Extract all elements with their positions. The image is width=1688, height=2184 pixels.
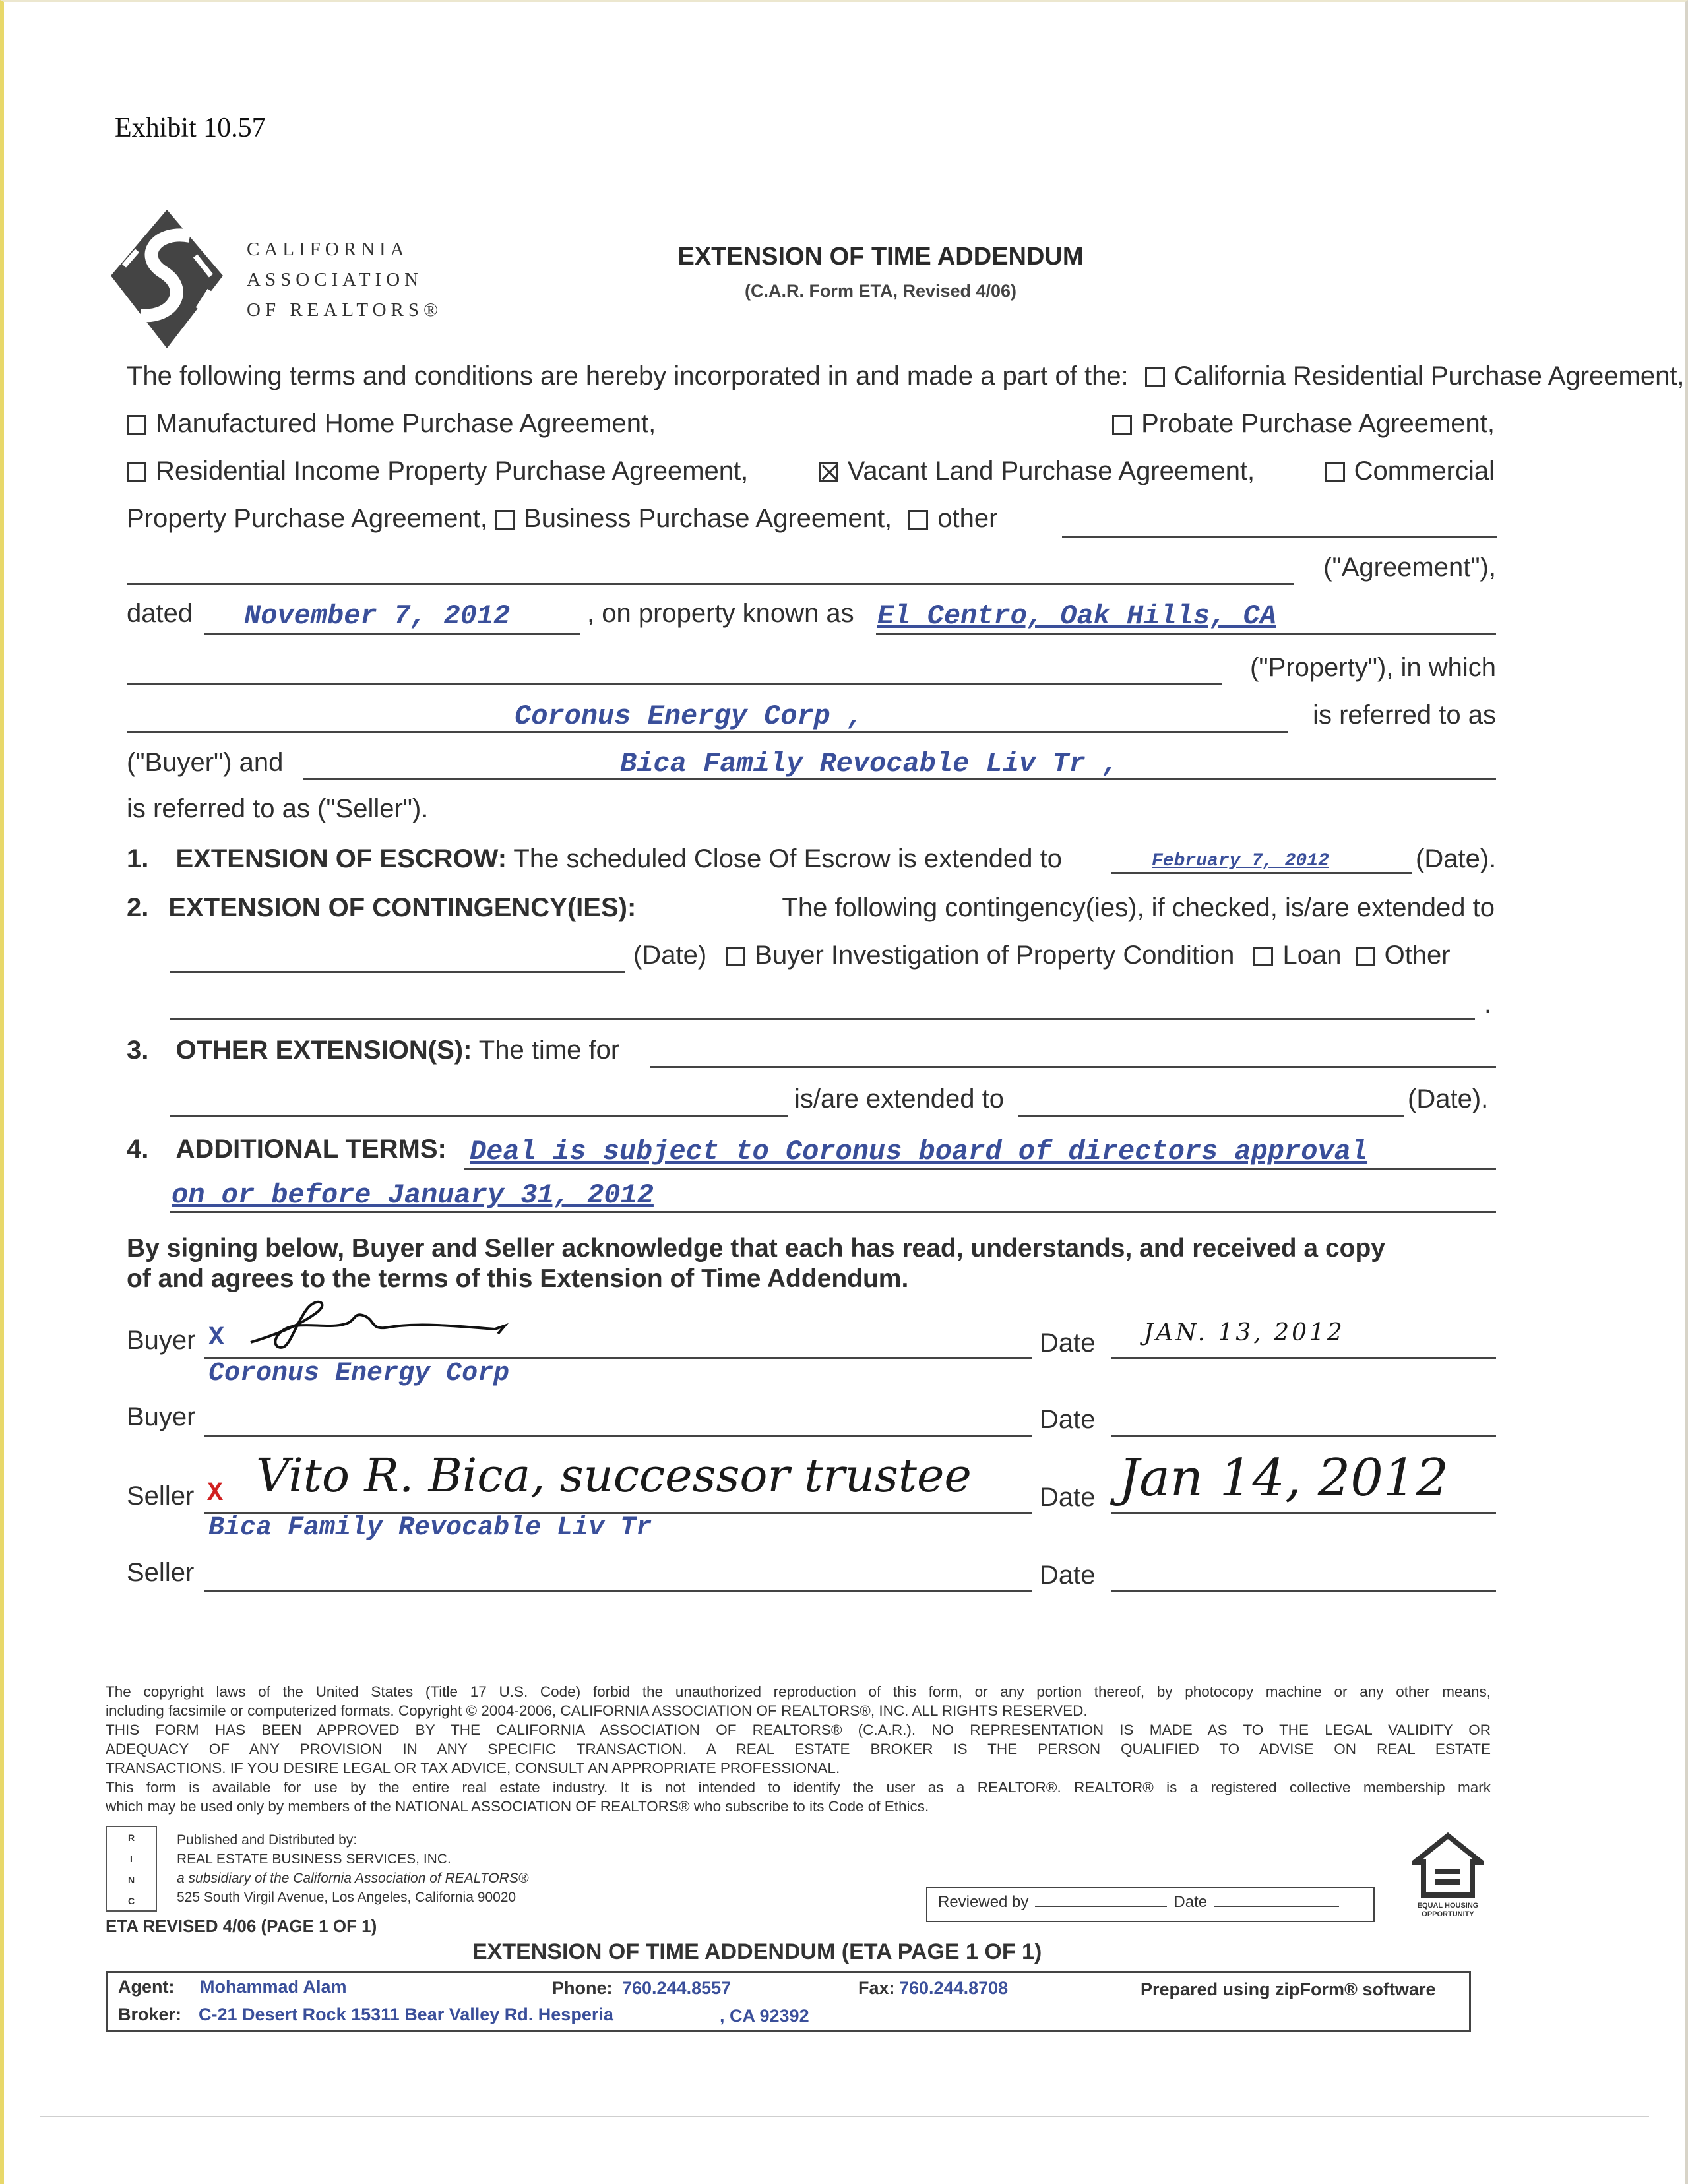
label-commercial-continued: Property Purchase Agreement, — [127, 504, 495, 533]
escrow-date-line[interactable] — [1111, 872, 1412, 874]
dated-value: November 7, 2012 — [244, 600, 511, 632]
form-subtitle: (C.A.R. Form ETA, Revised 4/06) — [744, 281, 1017, 301]
contingency-options: (Date) Buyer Investigation of Property Condition Loan Other — [633, 941, 1451, 970]
other-extension-date-line[interactable] — [1018, 1115, 1404, 1117]
checkbox-probate[interactable] — [1112, 415, 1132, 435]
buyer-1-date-label: Date — [1040, 1328, 1096, 1357]
property-line[interactable] — [876, 633, 1496, 635]
checkbox-buyer-investigation[interactable] — [726, 947, 745, 966]
section-1: 1. EXTENSION OF ESCROW: The scheduled Close Of Escrow is extended to — [127, 844, 1062, 873]
additional-terms-line-1-text: Deal is subject to Coronus board of directors approval — [470, 1136, 1368, 1168]
agent-broker-box: Agent: Mohammad Alam Phone: 760.244.8557 Fax: 760.244.8708 Prepared using zipForm® software Broker: C-21 Desert Rock 15311 Bear Valley Rd. Hesperia , CA 92392 — [106, 1971, 1471, 2032]
buyer-2-signature-line[interactable] — [204, 1435, 1032, 1437]
buyer-and-label: ("Buyer") and — [127, 748, 284, 777]
seller-1-printed-name: Bica Family Revocable Liv Tr — [208, 1513, 652, 1543]
buyer-1-x-mark: X — [208, 1323, 225, 1353]
buyer-1-label: Buyer — [127, 1326, 196, 1355]
additional-terms-line-2[interactable] — [170, 1211, 1496, 1213]
dated-line[interactable] — [204, 633, 580, 635]
seller-suffix: is referred to as ("Seller"). — [127, 794, 429, 823]
agreement-name-line[interactable] — [127, 583, 1294, 585]
exhibit-label: Exhibit 10.57 — [115, 113, 266, 143]
buyer-2-date-line[interactable] — [1111, 1435, 1496, 1437]
checkbox-loan[interactable] — [1253, 947, 1273, 966]
buyer-2-date-label: Date — [1040, 1405, 1096, 1434]
checkbox-other-contingency[interactable] — [1356, 947, 1375, 966]
property-value: El Centro, Oak Hills, CA — [877, 600, 1276, 632]
intro-line-4: Property Purchase Agreement, Business Purchase Agreement, other — [127, 504, 998, 533]
seller-2-signature-line[interactable] — [204, 1590, 1032, 1592]
checkbox-business[interactable] — [495, 510, 515, 530]
other-agreement-line[interactable] — [1062, 536, 1497, 538]
publisher-info: Published and Distributed by: REAL ESTATE BUSINESS SERVICES, INC. a subsidiary of the California Association of REALTORS® 525 South Virgil Avenue, Los Angeles, California 90020 — [177, 1832, 529, 1905]
seller-2-label: Seller — [127, 1558, 195, 1587]
buyer-1-date-line[interactable] — [1111, 1357, 1496, 1359]
intro-line-1: The following terms and conditions are hereby incorporated in and made a part of the: California Residential Purchase Agreement, — [127, 361, 1685, 390]
seller-1-date-line[interactable] — [1111, 1512, 1496, 1514]
label-commercial: Commercial — [1354, 456, 1495, 485]
equal-housing-icon — [1412, 1832, 1484, 1898]
buyer-value: Coronus Energy Corp , — [515, 701, 864, 732]
bottom-divider — [40, 2116, 1649, 2117]
seller-1-signature: Vito R. Bica, successor trustee — [256, 1449, 972, 1503]
property-line-2[interactable] — [127, 683, 1222, 685]
seller-value: Bica Family Revocable Liv Tr , — [620, 748, 1119, 780]
equal-housing-logo: EQUAL HOUSING OPPORTUNITY — [1406, 1832, 1489, 1931]
additional-terms-line-1[interactable] — [464, 1168, 1496, 1170]
car-logo-icon — [111, 210, 223, 348]
other-extension-line[interactable] — [650, 1066, 1496, 1068]
seller-1-x-mark: X — [207, 1479, 224, 1509]
escrow-date-suffix: (Date). — [1416, 844, 1497, 873]
seller-1-label: Seller — [127, 1482, 195, 1511]
referred-as-label: is referred to as — [1313, 701, 1496, 730]
seller-1-date-label: Date — [1040, 1483, 1096, 1512]
reviewed-by-box[interactable]: Reviewed by Date — [926, 1887, 1375, 1922]
checkbox-other[interactable] — [908, 510, 928, 530]
extended-to-label: is/are extended to — [794, 1084, 1004, 1113]
escrow-date-value: February 7, 2012 — [1152, 851, 1329, 871]
buyer-1-printed-name: Coronus Energy Corp — [208, 1359, 510, 1388]
property-suffix: ("Property"), in which — [1250, 653, 1496, 682]
legal-notice: The copyright laws of the United States (Title 17 U.S. Code) forbid the unauthorized reproduction of this form, or any portion thereof, by photocopy machine or any other means, including facsimile or computerized formats. Copyright © 2004-2006, CALIFORNIA ASSOCIATION OF REALTORS®, INC. ALL RIGHTS RESERVED. THIS FORM HAS BEEN APPROVED BY THE CALIFORNIA ASSOCIATION OF REALTORS® (C.A.R.). NO REPRESENTATION IS MADE AS TO THE LEGAL VALIDITY OR ADEQUACY OF ANY PROVISION IN ANY SPECIFIC TRANSACTION. A REAL ESTATE BROKER IS THE PERSON QUALIFIED TO ADVISE ON REAL ESTATE TRANSACTIONS. IF YOU DESIRE LEGAL OR TAX ADVICE, CONSULT AN APPROPRIATE PROFESSIONAL. This form is available for use by the entire real estate industry. It is not intended to identify the user as a REALTOR®. REALTOR® is a registered collective membership mark which may be used only by members of the NATIONAL ASSOCIATION OF REALTORS® who subscribe to its Code of Ethics. — [106, 1683, 1491, 1815]
intro-line-3: Residential Income Property Purchase Agreement, Vacant Land Purchase Agreement, Commercial — [127, 456, 1495, 486]
commercial-agreement-item — [1325, 456, 1495, 486]
footer-title: EXTENSION OF TIME ADDENDUM (ETA PAGE 1 OF 1) — [472, 1939, 1042, 1964]
other-extension-date-suffix: (Date). — [1408, 1084, 1489, 1113]
property-label: , on property known as — [587, 599, 854, 628]
checkbox-residential-income[interactable] — [127, 462, 146, 482]
other-extension-line-2[interactable] — [170, 1115, 788, 1117]
reben-logo-icon: R I N C — [106, 1826, 157, 1912]
intro-line-2: Manufactured Home Purchase Agreement, Probate Purchase Agreement, — [127, 409, 1495, 439]
buyer-1-signature-icon — [244, 1293, 547, 1352]
agreement-suffix: ("Agreement"), — [1323, 553, 1496, 582]
checkbox-manufactured-home[interactable] — [127, 415, 146, 435]
contingency-other-line[interactable] — [170, 1018, 1475, 1020]
buyer-2-label: Buyer — [127, 1402, 196, 1431]
section-3: 3. OTHER EXTENSION(S): The time for — [127, 1036, 620, 1065]
additional-terms-line-2-text: on or before January 31, 2012 — [172, 1179, 654, 1211]
section-4: 4. ADDITIONAL TERMS: — [127, 1135, 447, 1164]
seller-2-date-label: Date — [1040, 1561, 1096, 1590]
seller-2-date-line[interactable] — [1111, 1590, 1496, 1592]
checkbox-vacant-land[interactable] — [819, 462, 838, 482]
checkbox-commercial[interactable] — [1325, 462, 1345, 482]
contingency-date-line[interactable] — [170, 971, 625, 973]
section-2: 2. EXTENSION OF CONTINGENCY(IES): The following contingency(ies), if checked, is/are extended to — [127, 893, 1495, 922]
dated-label: dated — [127, 599, 193, 628]
buyer-1-date-value: JAN. 13, 2012 — [1144, 1319, 1345, 1346]
organization-name: CALIFORNIA ASSOCIATION OF REALTORS® — [247, 239, 443, 321]
acknowledgement: By signing below, Buyer and Seller acknowledge that each has read, understands, and received a copy of and agrees to the terms of this Extension of Time Addendum. — [127, 1234, 1385, 1293]
contingency-period: . — [1484, 989, 1492, 1018]
checkbox-california-residential[interactable] — [1145, 367, 1165, 387]
seller-1-date-value: Jan 14, 2012 — [1119, 1449, 1449, 1508]
label-california-residential: California Residential Purchase Agreement, — [1173, 361, 1685, 390]
revision-label: ETA REVISED 4/06 (PAGE 1 OF 1) — [106, 1916, 377, 1936]
form-title: EXTENSION OF TIME ADDENDUM — [677, 243, 1084, 270]
